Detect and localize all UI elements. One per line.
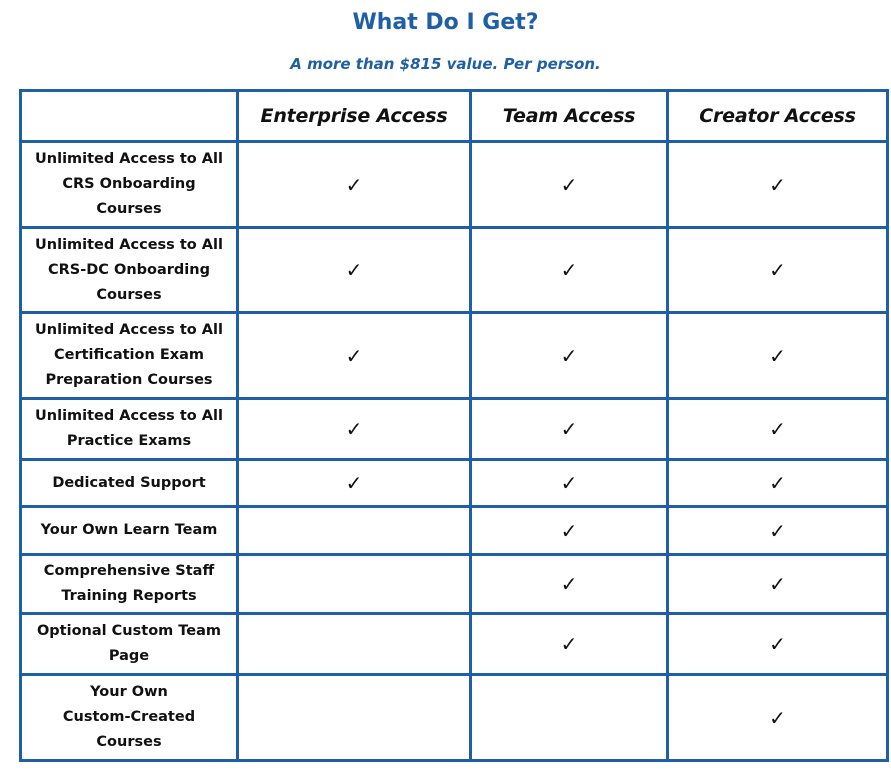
enterprise-check-icon: ✓: [238, 399, 471, 460]
team-check-icon: ✓: [471, 228, 668, 313]
enterprise-check-icon: [238, 614, 471, 675]
table-row: [21, 507, 888, 555]
team-check-icon: ✓: [471, 555, 668, 614]
creator-check-icon: ✓: [668, 460, 888, 507]
table-row: [21, 555, 888, 614]
table-row: [21, 460, 888, 507]
team-check-icon: ✓: [471, 313, 668, 399]
header-row: [21, 91, 888, 142]
feature-label: [21, 228, 238, 313]
feature-label: [21, 313, 238, 399]
header-team-access: Team Access: [471, 91, 668, 142]
feature-label: [21, 142, 238, 228]
feature-text: Comprehensive Staff Training Reports: [43, 563, 215, 604]
enterprise-check-icon: ✓: [238, 460, 471, 507]
creator-check-icon: ✓: [668, 507, 888, 555]
feature-label: [21, 555, 238, 614]
table-row: [21, 142, 888, 228]
header-creator-access: Creator Access: [668, 91, 888, 142]
feature-text: Your Own Custom-Created Courses: [62, 684, 196, 750]
team-check-icon: ✓: [471, 507, 668, 555]
table-row: [21, 399, 888, 460]
header-empty-cell: [21, 91, 238, 142]
team-check-icon: [471, 675, 668, 761]
enterprise-check-icon: [238, 675, 471, 761]
feature-text: Optional Custom Team Page: [36, 623, 222, 664]
feature-text: Unlimited Access to All CRS Onboarding Courses: [35, 151, 223, 217]
feature-label: [21, 460, 238, 507]
creator-check-icon: ✓: [668, 555, 888, 614]
page-title: What Do I Get?: [352, 10, 539, 35]
feature-label: [21, 675, 238, 761]
creator-check-icon: ✓: [668, 142, 888, 228]
feature-text: Unlimited Access to All Certification Exam Preparation Courses: [35, 322, 223, 388]
table-row: [21, 675, 888, 761]
team-check-icon: ✓: [471, 142, 668, 228]
enterprise-check-icon: ✓: [238, 142, 471, 228]
feature-text: Dedicated Support: [52, 474, 206, 491]
creator-check-icon: ✓: [668, 399, 888, 460]
table-row: [21, 614, 888, 675]
team-check-icon: ✓: [471, 399, 668, 460]
page-subtitle: A more than $815 value. Per person.: [290, 55, 601, 73]
team-check-icon: ✓: [471, 614, 668, 675]
table-row: [21, 228, 888, 313]
creator-check-icon: ✓: [668, 675, 888, 761]
comparison-table: [19, 89, 889, 762]
creator-check-icon: ✓: [668, 228, 888, 313]
header-enterprise-access: Enterprise Access: [238, 91, 471, 142]
table-row: [21, 313, 888, 399]
enterprise-check-icon: [238, 507, 471, 555]
creator-check-icon: ✓: [668, 614, 888, 675]
feature-label: [21, 614, 238, 675]
feature-text: Unlimited Access to All CRS-DC Onboarding Courses: [35, 236, 223, 303]
enterprise-check-icon: ✓: [238, 228, 471, 313]
feature-label: [21, 507, 238, 555]
feature-text: Your Own Learn Team: [40, 522, 218, 538]
enterprise-check-icon: [238, 555, 471, 614]
creator-check-icon: ✓: [668, 313, 888, 399]
team-check-icon: ✓: [471, 460, 668, 507]
feature-label: [21, 399, 238, 460]
enterprise-check-icon: ✓: [238, 313, 471, 399]
feature-text: Unlimited Access to All Practice Exams: [35, 408, 223, 449]
